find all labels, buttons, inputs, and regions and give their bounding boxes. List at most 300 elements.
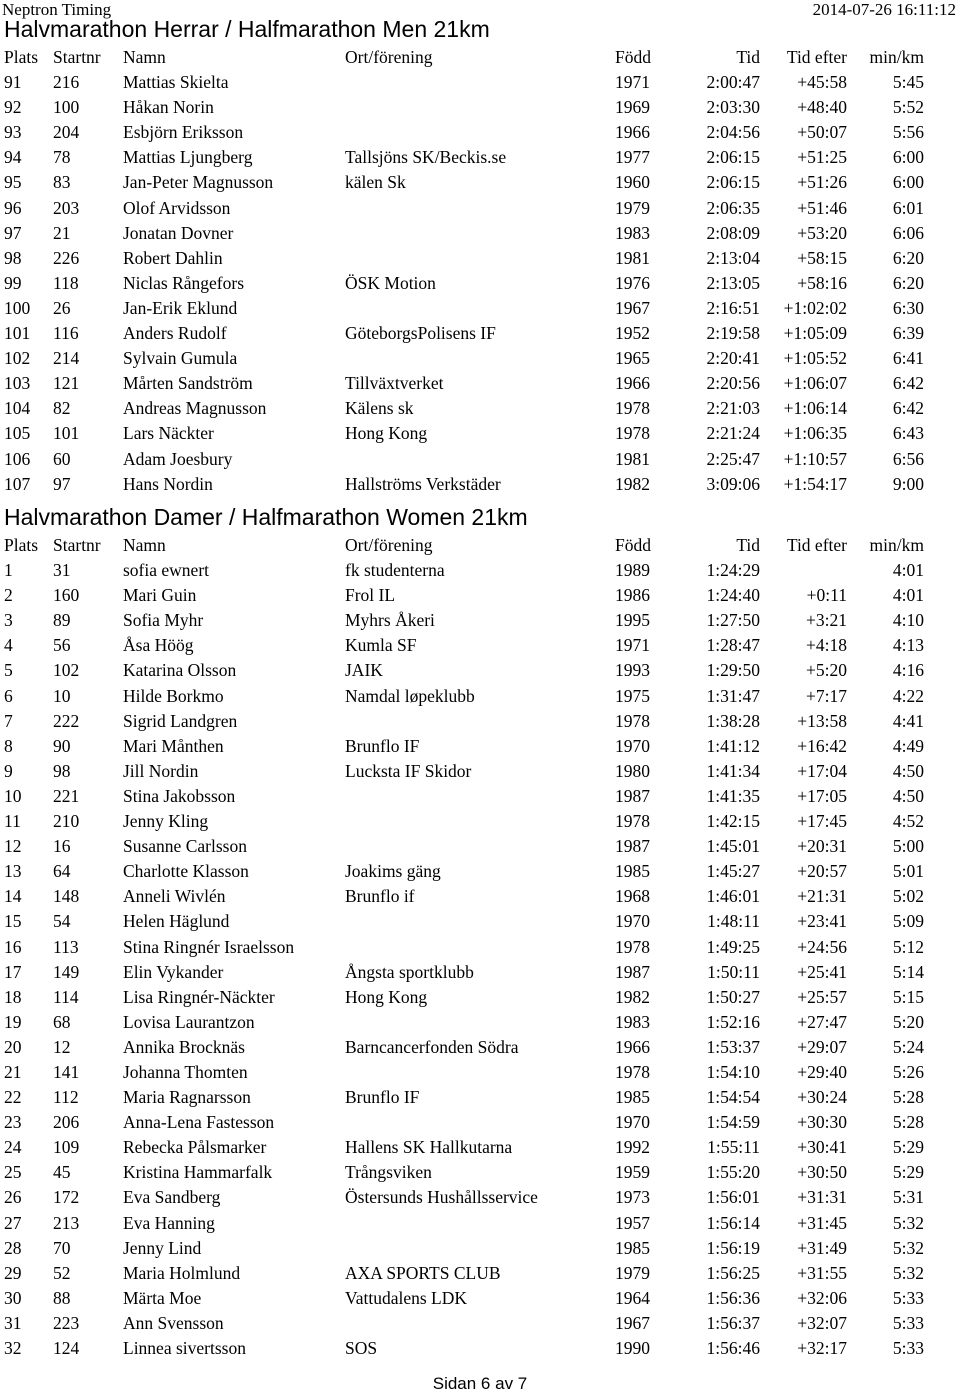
table-row xyxy=(0,472,960,497)
cell-minkm: 6:20 xyxy=(892,247,924,268)
cell-minkm: 5:32 xyxy=(892,1212,924,1233)
cell-startnr: 31 xyxy=(53,560,71,581)
cell-fodd: 1970 xyxy=(615,1112,650,1133)
cell-plats: 99 xyxy=(4,272,22,293)
cell-fodd: 1978 xyxy=(615,811,650,832)
cell-fodd: 1987 xyxy=(615,961,650,982)
cell-minkm: 5:33 xyxy=(892,1338,924,1358)
cell-minkm: 5:01 xyxy=(892,861,924,882)
cell-tid-efter: +1:02:02 xyxy=(783,297,847,318)
cell-ort: SOS xyxy=(345,1338,378,1358)
cell-ort: Brunflo if xyxy=(345,886,415,907)
cell-ort: AXA SPORTS CLUB xyxy=(345,1262,501,1283)
cell-startnr: 52 xyxy=(53,1262,71,1283)
cell-plats: 2 xyxy=(4,585,13,606)
cell-minkm: 5:14 xyxy=(892,961,924,982)
col-tid-efter-header: Tid efter xyxy=(786,535,847,555)
cell-tid: 1:24:40 xyxy=(706,585,760,606)
cell-plats: 26 xyxy=(4,1187,22,1208)
cell-tid: 2:13:04 xyxy=(706,247,760,268)
table-row xyxy=(0,684,960,709)
cell-tid-efter: +51:46 xyxy=(797,197,847,218)
table-row xyxy=(0,985,960,1010)
men-results-table xyxy=(0,45,960,497)
cell-plats: 25 xyxy=(4,1162,22,1183)
cell-tid: 1:56:01 xyxy=(706,1187,760,1208)
cell-tid-efter: +48:40 xyxy=(797,97,847,118)
cell-namn: Hans Nordin xyxy=(123,473,213,494)
cell-fodd: 1965 xyxy=(615,348,650,369)
cell-minkm: 4:41 xyxy=(892,710,924,731)
table-row xyxy=(0,834,960,859)
cell-namn: Mattias Ljungberg xyxy=(123,147,253,168)
cell-plats: 27 xyxy=(4,1212,22,1233)
cell-namn: Mari Guin xyxy=(123,585,197,606)
cell-minkm: 5:29 xyxy=(892,1137,924,1158)
cell-minkm: 5:00 xyxy=(892,836,924,857)
cell-startnr: 56 xyxy=(53,635,71,656)
cell-tid-efter: +31:49 xyxy=(797,1237,847,1258)
cell-tid-efter: +31:55 xyxy=(797,1262,847,1283)
cell-minkm: 4:10 xyxy=(892,610,924,631)
table-row xyxy=(0,321,960,346)
cell-fodd: 1980 xyxy=(615,760,650,781)
cell-startnr: 112 xyxy=(53,1087,79,1108)
cell-ort: Myhrs Åkeri xyxy=(345,610,435,631)
cell-fodd: 1985 xyxy=(615,1087,650,1108)
cell-startnr: 203 xyxy=(53,197,80,218)
cell-tid: 1:50:11 xyxy=(707,961,760,982)
col-namn-header: Namn xyxy=(123,535,166,555)
cell-namn: Andreas Magnusson xyxy=(123,398,267,419)
cell-minkm: 6:30 xyxy=(892,297,924,318)
cell-fodd: 1967 xyxy=(615,1312,650,1333)
cell-fodd: 1983 xyxy=(615,1011,650,1032)
cell-fodd: 1977 xyxy=(615,147,650,168)
cell-plats: 6 xyxy=(4,685,13,706)
cell-fodd: 1964 xyxy=(615,1287,650,1308)
cell-fodd: 1985 xyxy=(615,1237,650,1258)
table-row xyxy=(0,809,960,834)
cell-tid-efter: +53:20 xyxy=(797,222,847,243)
cell-tid-efter: +7:17 xyxy=(806,685,847,706)
cell-plats: 15 xyxy=(4,911,22,932)
cell-tid-efter: +29:07 xyxy=(797,1036,847,1057)
cell-fodd: 1973 xyxy=(615,1187,650,1208)
cell-tid-efter: +4:18 xyxy=(806,635,847,656)
table-row xyxy=(0,1160,960,1185)
cell-tid-efter: +32:07 xyxy=(797,1312,847,1333)
cell-ort: Kälens sk xyxy=(345,398,414,419)
table-row xyxy=(0,734,960,759)
cell-namn: Mari Månthen xyxy=(123,735,224,756)
cell-ort: Östersunds Hushållsservice xyxy=(345,1187,538,1208)
table-row xyxy=(0,1110,960,1135)
cell-ort: Hallens SK Hallkutarna xyxy=(345,1137,513,1158)
cell-tid: 1:54:59 xyxy=(706,1112,760,1133)
cell-namn: Niclas Rångefors xyxy=(123,272,245,293)
cell-startnr: 118 xyxy=(53,272,79,293)
table-row xyxy=(0,221,960,246)
cell-tid: 2:06:15 xyxy=(706,147,760,168)
women-section-title: Halvmarathon Damer / Halfmarathon Women 21km xyxy=(4,504,528,530)
cell-fodd: 1992 xyxy=(615,1137,650,1158)
cell-tid-efter: +16:42 xyxy=(797,735,847,756)
cell-minkm: 6:01 xyxy=(892,197,924,218)
cell-fodd: 1982 xyxy=(615,986,650,1007)
cell-plats: 94 xyxy=(4,147,22,168)
cell-plats: 96 xyxy=(4,197,22,218)
cell-startnr: 10 xyxy=(53,685,71,706)
cell-tid: 1:46:01 xyxy=(706,886,760,907)
cell-tid: 2:00:47 xyxy=(706,72,760,93)
cell-tid-efter: +1:54:17 xyxy=(783,473,847,494)
cell-startnr: 70 xyxy=(53,1237,71,1258)
cell-namn: Elin Vykander xyxy=(123,961,224,982)
cell-minkm: 6:43 xyxy=(892,423,924,444)
cell-tid-efter: +51:26 xyxy=(797,172,847,193)
cell-tid: 1:55:20 xyxy=(706,1162,760,1183)
cell-ort: Vattudalens LDK xyxy=(345,1287,467,1308)
cell-namn: Susanne Carlsson xyxy=(123,836,247,857)
cell-startnr: 89 xyxy=(53,610,71,631)
cell-plats: 31 xyxy=(4,1312,22,1333)
cell-plats: 101 xyxy=(4,323,31,344)
cell-tid: 1:31:47 xyxy=(706,685,760,706)
cell-tid-efter: +32:06 xyxy=(797,1287,847,1308)
cell-plats: 98 xyxy=(4,247,22,268)
cell-namn: Anders Rudolf xyxy=(123,323,227,344)
cell-tid-efter: +1:05:52 xyxy=(783,348,847,369)
cell-startnr: 216 xyxy=(53,72,80,93)
cell-tid: 2:08:09 xyxy=(706,222,760,243)
cell-fodd: 1975 xyxy=(615,685,650,706)
cell-tid: 1:41:35 xyxy=(706,785,760,806)
cell-plats: 5 xyxy=(4,660,13,681)
cell-namn: Sylvain Gumula xyxy=(123,348,238,369)
cell-fodd: 1978 xyxy=(615,936,650,957)
cell-minkm: 4:22 xyxy=(892,685,924,706)
cell-fodd: 1967 xyxy=(615,297,650,318)
cell-tid: 1:54:10 xyxy=(706,1061,760,1082)
cell-minkm: 4:50 xyxy=(892,785,924,806)
cell-tid-efter: +20:57 xyxy=(797,861,847,882)
table-row xyxy=(0,608,960,633)
cell-tid-efter: +17:04 xyxy=(797,760,847,781)
cell-startnr: 102 xyxy=(53,660,80,681)
cell-startnr: 88 xyxy=(53,1287,71,1308)
table-row xyxy=(0,246,960,271)
cell-minkm: 9:00 xyxy=(892,473,924,494)
table-row xyxy=(0,447,960,472)
table-row xyxy=(0,1060,960,1085)
cell-tid: 1:28:47 xyxy=(706,635,760,656)
cell-startnr: 21 xyxy=(53,222,71,243)
cell-ort: Brunflo IF xyxy=(345,735,420,756)
col-minkm-header: min/km xyxy=(869,535,924,555)
men-column-headers xyxy=(0,45,960,70)
cell-startnr: 223 xyxy=(53,1312,80,1333)
cell-tid: 2:06:35 xyxy=(706,197,760,218)
cell-startnr: 141 xyxy=(53,1061,80,1082)
cell-minkm: 5:28 xyxy=(892,1112,924,1133)
table-row xyxy=(0,583,960,608)
cell-plats: 3 xyxy=(4,610,13,631)
cell-fodd: 1971 xyxy=(615,72,650,93)
cell-namn: Helen Häglund xyxy=(123,911,230,932)
table-row xyxy=(0,1185,960,1210)
cell-ort: Trångsviken xyxy=(345,1162,432,1183)
table-row xyxy=(0,346,960,371)
cell-fodd: 1966 xyxy=(615,373,650,394)
cell-tid: 1:56:14 xyxy=(706,1212,760,1233)
cell-startnr: 83 xyxy=(53,172,71,193)
cell-minkm: 5:32 xyxy=(892,1237,924,1258)
cell-namn: Håkan Norin xyxy=(123,97,214,118)
cell-plats: 100 xyxy=(4,297,31,318)
cell-startnr: 100 xyxy=(53,97,80,118)
cell-tid-efter: +1:05:09 xyxy=(783,323,847,344)
table-row xyxy=(0,1261,960,1286)
table-row xyxy=(0,396,960,421)
cell-startnr: 113 xyxy=(53,936,79,957)
col-startnr-header: Startnr xyxy=(53,535,101,555)
cell-tid: 2:21:24 xyxy=(706,423,760,444)
cell-tid: 2:19:58 xyxy=(706,323,760,344)
cell-minkm: 5:56 xyxy=(892,122,924,143)
cell-minkm: 5:45 xyxy=(892,72,924,93)
cell-startnr: 82 xyxy=(53,398,71,419)
col-startnr-header: Startnr xyxy=(53,47,101,67)
cell-minkm: 6:42 xyxy=(892,398,924,419)
cell-plats: 14 xyxy=(4,886,22,907)
cell-namn: Kristina Hammarfalk xyxy=(123,1162,273,1183)
table-row xyxy=(0,759,960,784)
table-row xyxy=(0,633,960,658)
cell-plats: 23 xyxy=(4,1112,22,1133)
cell-tid-efter: +31:45 xyxy=(797,1212,847,1233)
cell-namn: Jan-Erik Eklund xyxy=(123,297,238,318)
cell-fodd: 1978 xyxy=(615,1061,650,1082)
cell-namn: Jan-Peter Magnusson xyxy=(123,172,274,193)
cell-startnr: 160 xyxy=(53,585,80,606)
cell-namn: Maria Ragnarsson xyxy=(123,1087,251,1108)
cell-plats: 102 xyxy=(4,348,31,369)
cell-ort: Hallströms Verkstäder xyxy=(345,473,501,494)
cell-tid-efter: +51:25 xyxy=(797,147,847,168)
cell-plats: 9 xyxy=(4,760,13,781)
cell-tid: 2:20:56 xyxy=(706,373,760,394)
cell-tid-efter: +1:06:14 xyxy=(783,398,847,419)
table-row xyxy=(0,784,960,809)
cell-plats: 11 xyxy=(4,811,21,832)
cell-plats: 21 xyxy=(4,1061,22,1082)
cell-minkm: 5:24 xyxy=(892,1036,924,1057)
organizer-name: Neptron Timing xyxy=(2,0,112,19)
cell-fodd: 1978 xyxy=(615,423,650,444)
cell-plats: 32 xyxy=(4,1338,22,1358)
cell-plats: 13 xyxy=(4,861,22,882)
cell-namn: sofia ewnert xyxy=(123,560,210,581)
cell-namn: Katarina Olsson xyxy=(123,660,237,681)
cell-minkm: 6:06 xyxy=(892,222,924,243)
cell-ort: Brunflo IF xyxy=(345,1087,420,1108)
table-row xyxy=(0,1010,960,1035)
cell-minkm: 6:42 xyxy=(892,373,924,394)
cell-startnr: 222 xyxy=(53,710,80,731)
cell-namn: Mattias Skielta xyxy=(123,72,229,93)
cell-startnr: 64 xyxy=(53,861,71,882)
cell-fodd: 1968 xyxy=(615,886,650,907)
cell-fodd: 1970 xyxy=(615,911,650,932)
cell-namn: Anna-Lena Fastesson xyxy=(123,1112,275,1133)
cell-startnr: 221 xyxy=(53,785,80,806)
cell-plats: 24 xyxy=(4,1137,22,1158)
cell-ort: GöteborgsPolisens IF xyxy=(345,323,496,344)
page-number: Sidan 6 av 7 xyxy=(432,1374,528,1393)
cell-tid-efter: +13:58 xyxy=(797,710,847,731)
cell-fodd: 1995 xyxy=(615,610,650,631)
cell-startnr: 172 xyxy=(53,1187,80,1208)
cell-plats: 103 xyxy=(4,373,31,394)
cell-tid: 2:06:15 xyxy=(706,172,760,193)
cell-ort: fk studenterna xyxy=(345,560,445,581)
cell-minkm: 4:13 xyxy=(892,635,924,656)
cell-tid-efter: +3:21 xyxy=(806,610,847,631)
cell-plats: 92 xyxy=(4,97,22,118)
cell-tid: 1:42:15 xyxy=(706,811,760,832)
cell-tid-efter: +27:47 xyxy=(797,1011,847,1032)
cell-namn: Stina Jakobsson xyxy=(123,785,236,806)
women-column-headers xyxy=(0,533,960,558)
cell-namn: Rebecka Pålsmarker xyxy=(123,1137,267,1158)
cell-ort: Frol IL xyxy=(345,585,396,606)
cell-tid: 1:56:37 xyxy=(706,1312,760,1333)
table-row xyxy=(0,1311,960,1336)
cell-tid-efter: +23:41 xyxy=(797,911,847,932)
cell-minkm: 6:41 xyxy=(892,348,924,369)
cell-plats: 93 xyxy=(4,122,22,143)
cell-namn: Adam Joesbury xyxy=(123,448,233,469)
col-ort-header: Ort/förening xyxy=(345,535,433,555)
cell-startnr: 226 xyxy=(53,247,80,268)
cell-ort: Hong Kong xyxy=(345,986,428,1007)
men-rows xyxy=(0,70,960,497)
cell-fodd: 1976 xyxy=(615,272,650,293)
cell-tid-efter: +45:58 xyxy=(797,72,847,93)
cell-plats: 28 xyxy=(4,1237,22,1258)
table-row xyxy=(0,120,960,145)
cell-tid: 1:56:19 xyxy=(706,1237,760,1258)
cell-minkm: 5:33 xyxy=(892,1287,924,1308)
col-tid-header: Tid xyxy=(736,535,760,555)
cell-tid: 1:52:16 xyxy=(706,1011,760,1032)
cell-namn: Lars Näckter xyxy=(123,423,214,444)
cell-minkm: 5:32 xyxy=(892,1262,924,1283)
cell-startnr: 109 xyxy=(53,1137,80,1158)
cell-tid: 2:20:41 xyxy=(706,348,760,369)
cell-fodd: 1990 xyxy=(615,1338,650,1358)
cell-namn: Charlotte Klasson xyxy=(123,861,249,882)
cell-startnr: 206 xyxy=(53,1112,80,1133)
cell-fodd: 1978 xyxy=(615,398,650,419)
cell-minkm: 4:16 xyxy=(892,660,924,681)
cell-namn: Sigrid Landgren xyxy=(123,710,238,731)
table-row xyxy=(0,296,960,321)
table-row xyxy=(0,884,960,909)
cell-startnr: 214 xyxy=(53,348,80,369)
cell-startnr: 26 xyxy=(53,297,71,318)
cell-tid-efter: +29:40 xyxy=(797,1061,847,1082)
cell-plats: 10 xyxy=(4,785,22,806)
cell-namn: Maria Holmlund xyxy=(123,1262,241,1283)
cell-startnr: 60 xyxy=(53,448,71,469)
cell-tid-efter: +31:31 xyxy=(797,1187,847,1208)
col-minkm-header: min/km xyxy=(869,47,924,67)
cell-tid-efter: +20:31 xyxy=(797,836,847,857)
table-row xyxy=(0,859,960,884)
cell-minkm: 5:20 xyxy=(892,1011,924,1032)
cell-tid: 1:49:25 xyxy=(706,936,760,957)
table-row xyxy=(0,709,960,734)
col-tid-efter-header: Tid efter xyxy=(786,47,847,67)
table-row xyxy=(0,1286,960,1311)
cell-ort: Hong Kong xyxy=(345,423,428,444)
cell-namn: Annika Brocknäs xyxy=(123,1036,245,1057)
cell-startnr: 204 xyxy=(53,122,80,143)
cell-plats: 91 xyxy=(4,72,22,93)
cell-tid-efter: +25:57 xyxy=(797,986,847,1007)
cell-tid-efter: +1:06:35 xyxy=(783,423,847,444)
cell-tid: 1:56:25 xyxy=(706,1262,760,1283)
cell-plats: 18 xyxy=(4,986,22,1007)
cell-ort: ÖSK Motion xyxy=(345,272,436,293)
table-row xyxy=(0,1135,960,1160)
cell-tid-efter: +58:15 xyxy=(797,247,847,268)
col-tid-header: Tid xyxy=(736,47,760,67)
cell-plats: 106 xyxy=(4,448,31,469)
cell-plats: 104 xyxy=(4,398,31,419)
cell-minkm: 5:02 xyxy=(892,886,924,907)
cell-plats: 29 xyxy=(4,1262,22,1283)
table-row xyxy=(0,421,960,446)
cell-ort: Namdal løpeklubb xyxy=(345,685,475,706)
cell-plats: 16 xyxy=(4,936,22,957)
cell-fodd: 1985 xyxy=(615,861,650,882)
cell-tid: 1:55:11 xyxy=(707,1137,760,1158)
cell-ort: Lucksta IF Skidor xyxy=(345,760,472,781)
cell-tid-efter: +5:20 xyxy=(806,660,847,681)
men-section-title: Halvmarathon Herrar / Halfmarathon Men 21km xyxy=(4,16,490,42)
cell-namn: Johanna Thomten xyxy=(123,1061,248,1082)
cell-tid-efter: +0:11 xyxy=(806,585,847,606)
cell-fodd: 1966 xyxy=(615,1036,650,1057)
cell-plats: 1 xyxy=(4,560,13,581)
cell-fodd: 1989 xyxy=(615,560,650,581)
col-ort-header: Ort/förening xyxy=(345,47,433,67)
table-row xyxy=(0,1211,960,1236)
cell-startnr: 68 xyxy=(53,1011,71,1032)
cell-tid-efter: +17:45 xyxy=(797,811,847,832)
cell-ort: JAIK xyxy=(345,660,383,681)
cell-tid: 1:29:50 xyxy=(706,660,760,681)
cell-tid: 1:54:54 xyxy=(706,1087,760,1108)
cell-fodd: 1957 xyxy=(615,1212,650,1233)
cell-minkm: 4:01 xyxy=(892,585,924,606)
cell-plats: 30 xyxy=(4,1287,22,1308)
table-row xyxy=(0,960,960,985)
cell-startnr: 90 xyxy=(53,735,71,756)
